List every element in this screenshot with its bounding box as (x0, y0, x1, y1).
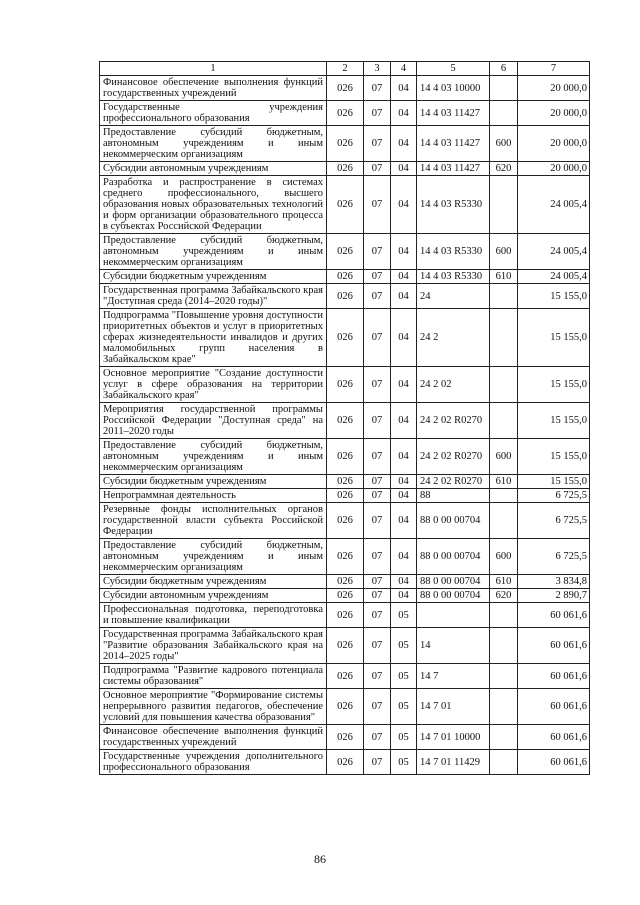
target-article-code: 88 (417, 489, 490, 503)
subsection-code: 05 (391, 664, 417, 689)
amount: 24 005,4 (518, 176, 590, 234)
administrator-code: 026 (327, 664, 364, 689)
table-row (100, 503, 590, 539)
subsection-code: 04 (391, 309, 417, 367)
budget-item-name: Финансовое обеспечение выполнения функций государственных учреждений (100, 725, 327, 750)
administrator-code: 026 (327, 689, 364, 725)
amount: 20 000,0 (518, 162, 590, 176)
administrator-code: 026 (327, 503, 364, 539)
table-row (100, 575, 590, 589)
section-code: 07 (364, 603, 391, 628)
administrator-code: 026 (327, 403, 364, 439)
budget-item-name: Субсидии автономным учреждениям (100, 589, 327, 603)
subsection-code: 04 (391, 575, 417, 589)
section-code: 07 (364, 539, 391, 575)
section-code: 07 (364, 664, 391, 689)
budget-item-name: Предоставление субсидий бюджетным, автономным учреждениям и иным некоммерческим организациям (100, 234, 327, 270)
expense-type-code (490, 503, 518, 539)
expense-type-code: 600 (490, 439, 518, 475)
table-header-row (100, 62, 590, 76)
expense-type-code (490, 689, 518, 725)
target-article-code: 24 (417, 284, 490, 309)
expense-type-code: 610 (490, 575, 518, 589)
section-code: 07 (364, 475, 391, 489)
subsection-code: 04 (391, 126, 417, 162)
budget-table (99, 61, 590, 775)
table-row (100, 489, 590, 503)
expense-type-code (490, 725, 518, 750)
administrator-code: 026 (327, 475, 364, 489)
administrator-code: 026 (327, 725, 364, 750)
expense-type-code: 620 (490, 589, 518, 603)
budget-item-name: Непрограммная деятельность (100, 489, 327, 503)
amount: 6 725,5 (518, 489, 590, 503)
subsection-code: 04 (391, 284, 417, 309)
administrator-code: 026 (327, 309, 364, 367)
administrator-code: 026 (327, 589, 364, 603)
budget-item-name: Субсидии бюджетным учреждениям (100, 270, 327, 284)
amount: 60 061,6 (518, 725, 590, 750)
table-row (100, 76, 590, 101)
target-article-code: 88 0 00 00704 (417, 539, 490, 575)
administrator-code: 026 (327, 628, 364, 664)
subsection-code: 04 (391, 403, 417, 439)
target-article-code: 14 4 03 11427 (417, 126, 490, 162)
expense-type-code (490, 367, 518, 403)
header-cell-7: 7 (518, 62, 590, 76)
amount: 60 061,6 (518, 664, 590, 689)
amount: 15 155,0 (518, 367, 590, 403)
administrator-code: 026 (327, 234, 364, 270)
section-code: 07 (364, 234, 391, 270)
section-code: 07 (364, 750, 391, 775)
budget-item-name: Резервные фонды исполнительных органов государственной власти субъекта Российской Федерации (100, 503, 327, 539)
amount: 60 061,6 (518, 689, 590, 725)
budget-item-name: Подпрограмма "Развитие кадрового потенциала системы образования" (100, 664, 327, 689)
header-cell-4: 4 (391, 62, 417, 76)
target-article-code: 14 7 01 (417, 689, 490, 725)
expense-type-code: 600 (490, 539, 518, 575)
budget-item-name: Разработка и распространение в системах среднего профессионального, высшего образования новых образовательных технологий и форм организации образовательного процесса в субъектах Российской Федерации (100, 176, 327, 234)
administrator-code: 026 (327, 575, 364, 589)
budget-item-name: Субсидии автономным учреждениям (100, 162, 327, 176)
administrator-code: 026 (327, 101, 364, 126)
budget-item-name: Предоставление субсидий бюджетным, автономным учреждениям и иным некоммерческим организациям (100, 539, 327, 575)
administrator-code: 026 (327, 270, 364, 284)
subsection-code: 04 (391, 475, 417, 489)
table-row (100, 101, 590, 126)
expense-type-code: 600 (490, 126, 518, 162)
target-article-code: 14 7 01 11429 (417, 750, 490, 775)
budget-item-name: Профессиональная подготовка, переподготовка и повышение квалификации (100, 603, 327, 628)
expense-type-code (490, 603, 518, 628)
expense-type-code (490, 628, 518, 664)
table-row (100, 176, 590, 234)
header-cell-1: 1 (100, 62, 327, 76)
table-row (100, 539, 590, 575)
table-row (100, 270, 590, 284)
expense-type-code (490, 76, 518, 101)
subsection-code: 04 (391, 270, 417, 284)
target-article-code (417, 603, 490, 628)
target-article-code: 14 4 03 R5330 (417, 176, 490, 234)
target-article-code: 14 4 03 R5330 (417, 234, 490, 270)
budget-item-name: Субсидии бюджетным учреждениям (100, 475, 327, 489)
table-row (100, 367, 590, 403)
header-cell-5: 5 (417, 62, 490, 76)
subsection-code: 05 (391, 750, 417, 775)
expense-type-code (490, 309, 518, 367)
budget-table-body (100, 62, 590, 775)
subsection-code: 05 (391, 628, 417, 664)
table-row (100, 403, 590, 439)
target-article-code: 14 7 (417, 664, 490, 689)
budget-item-name: Государственная программа Забайкальского края "Доступная среда (2014–2020 годы)" (100, 284, 327, 309)
page-number: 86 (314, 852, 326, 866)
administrator-code: 026 (327, 126, 364, 162)
amount: 60 061,6 (518, 603, 590, 628)
subsection-code: 04 (391, 101, 417, 126)
target-article-code: 24 2 (417, 309, 490, 367)
table-row (100, 664, 590, 689)
table-row (100, 284, 590, 309)
section-code: 07 (364, 126, 391, 162)
subsection-code: 04 (391, 162, 417, 176)
table-row (100, 725, 590, 750)
target-article-code: 14 4 03 R5330 (417, 270, 490, 284)
budget-item-name: Государственная программа Забайкальского края "Развитие образования Забайкальского края на 2014–2025 годы" (100, 628, 327, 664)
section-code: 07 (364, 284, 391, 309)
administrator-code: 026 (327, 603, 364, 628)
table-row (100, 750, 590, 775)
administrator-code: 026 (327, 539, 364, 575)
expense-type-code (490, 489, 518, 503)
expense-type-code: 610 (490, 475, 518, 489)
target-article-code: 24 2 02 R0270 (417, 475, 490, 489)
budget-item-name: Субсидии бюджетным учреждениям (100, 575, 327, 589)
section-code: 07 (364, 270, 391, 284)
budget-item-name: Основное мероприятие "Формирование системы непрерывного развития педагогов, обеспечение условий для повышения качества образования" (100, 689, 327, 725)
subsection-code: 04 (391, 176, 417, 234)
target-article-code: 24 2 02 R0270 (417, 439, 490, 475)
amount: 60 061,6 (518, 750, 590, 775)
subsection-code: 05 (391, 689, 417, 725)
subsection-code: 04 (391, 234, 417, 270)
section-code: 07 (364, 162, 391, 176)
subsection-code: 04 (391, 489, 417, 503)
header-cell-2: 2 (327, 62, 364, 76)
subsection-code: 04 (391, 503, 417, 539)
amount: 6 725,5 (518, 503, 590, 539)
budget-item-name: Предоставление субсидий бюджетным, автономным учреждениям и иным некоммерческим организациям (100, 126, 327, 162)
target-article-code: 14 4 03 11427 (417, 101, 490, 126)
amount: 24 005,4 (518, 234, 590, 270)
expense-type-code: 600 (490, 234, 518, 270)
section-code: 07 (364, 628, 391, 664)
header-cell-6: 6 (490, 62, 518, 76)
section-code: 07 (364, 76, 391, 101)
expense-type-code (490, 176, 518, 234)
administrator-code: 026 (327, 750, 364, 775)
section-code: 07 (364, 689, 391, 725)
section-code: 07 (364, 309, 391, 367)
target-article-code: 88 0 00 00704 (417, 503, 490, 539)
administrator-code: 026 (327, 284, 364, 309)
expense-type-code (490, 403, 518, 439)
target-article-code: 14 (417, 628, 490, 664)
administrator-code: 026 (327, 76, 364, 101)
table-row (100, 162, 590, 176)
budget-item-name: Государственные учреждения профессионального образования (100, 101, 327, 126)
section-code: 07 (364, 489, 391, 503)
amount: 15 155,0 (518, 309, 590, 367)
table-row (100, 589, 590, 603)
amount: 20 000,0 (518, 76, 590, 101)
table-row (100, 234, 590, 270)
section-code: 07 (364, 101, 391, 126)
amount: 6 725,5 (518, 539, 590, 575)
expense-type-code (490, 750, 518, 775)
budget-item-name: Мероприятия государственной программы Российской Федерации "Доступная среда" на 2011–2020 годы (100, 403, 327, 439)
table-row (100, 126, 590, 162)
section-code: 07 (364, 403, 391, 439)
target-article-code: 14 4 03 10000 (417, 76, 490, 101)
target-article-code: 14 4 03 11427 (417, 162, 490, 176)
budget-item-name: Финансовое обеспечение выполнения функций государственных учреждений (100, 76, 327, 101)
administrator-code: 026 (327, 489, 364, 503)
amount: 15 155,0 (518, 439, 590, 475)
amount: 15 155,0 (518, 284, 590, 309)
table-row (100, 603, 590, 628)
subsection-code: 04 (391, 539, 417, 575)
amount: 24 005,4 (518, 270, 590, 284)
amount: 3 834,8 (518, 575, 590, 589)
section-code: 07 (364, 503, 391, 539)
target-article-code: 24 2 02 (417, 367, 490, 403)
target-article-code: 24 2 02 R0270 (417, 403, 490, 439)
expense-type-code: 620 (490, 162, 518, 176)
table-row (100, 628, 590, 664)
administrator-code: 026 (327, 176, 364, 234)
section-code: 07 (364, 176, 391, 234)
amount: 20 000,0 (518, 126, 590, 162)
target-article-code: 88 0 00 00704 (417, 589, 490, 603)
subsection-code: 05 (391, 603, 417, 628)
budget-item-name: Подпрограмма "Повышение уровня доступности приоритетных объектов и услуг в приоритетных сферах жизнедеятельности инвалидов и других маломобильных групп населения в Забайкальском крае" (100, 309, 327, 367)
administrator-code: 026 (327, 162, 364, 176)
subsection-code: 04 (391, 589, 417, 603)
budget-item-name: Предоставление субсидий бюджетным, автономным учреждениям и иным некоммерческим организациям (100, 439, 327, 475)
administrator-code: 026 (327, 367, 364, 403)
subsection-code: 04 (391, 76, 417, 101)
section-code: 07 (364, 725, 391, 750)
budget-item-name: Основное мероприятие "Создание доступности услуг в сфере образования на территории Забайкальского края" (100, 367, 327, 403)
subsection-code: 04 (391, 367, 417, 403)
table-row (100, 475, 590, 489)
table-row (100, 689, 590, 725)
budget-item-name: Государственные учреждения дополнительного профессионального образования (100, 750, 327, 775)
expense-type-code (490, 284, 518, 309)
target-article-code: 88 0 00 00704 (417, 575, 490, 589)
header-cell-3: 3 (364, 62, 391, 76)
target-article-code: 14 7 01 10000 (417, 725, 490, 750)
section-code: 07 (364, 589, 391, 603)
amount: 2 890,7 (518, 589, 590, 603)
amount: 60 061,6 (518, 628, 590, 664)
table-row (100, 309, 590, 367)
expense-type-code: 610 (490, 270, 518, 284)
section-code: 07 (364, 575, 391, 589)
table-row (100, 439, 590, 475)
amount: 15 155,0 (518, 475, 590, 489)
expense-type-code (490, 664, 518, 689)
section-code: 07 (364, 439, 391, 475)
amount: 15 155,0 (518, 403, 590, 439)
subsection-code: 05 (391, 725, 417, 750)
amount: 20 000,0 (518, 101, 590, 126)
subsection-code: 04 (391, 439, 417, 475)
administrator-code: 026 (327, 439, 364, 475)
expense-type-code (490, 101, 518, 126)
section-code: 07 (364, 367, 391, 403)
